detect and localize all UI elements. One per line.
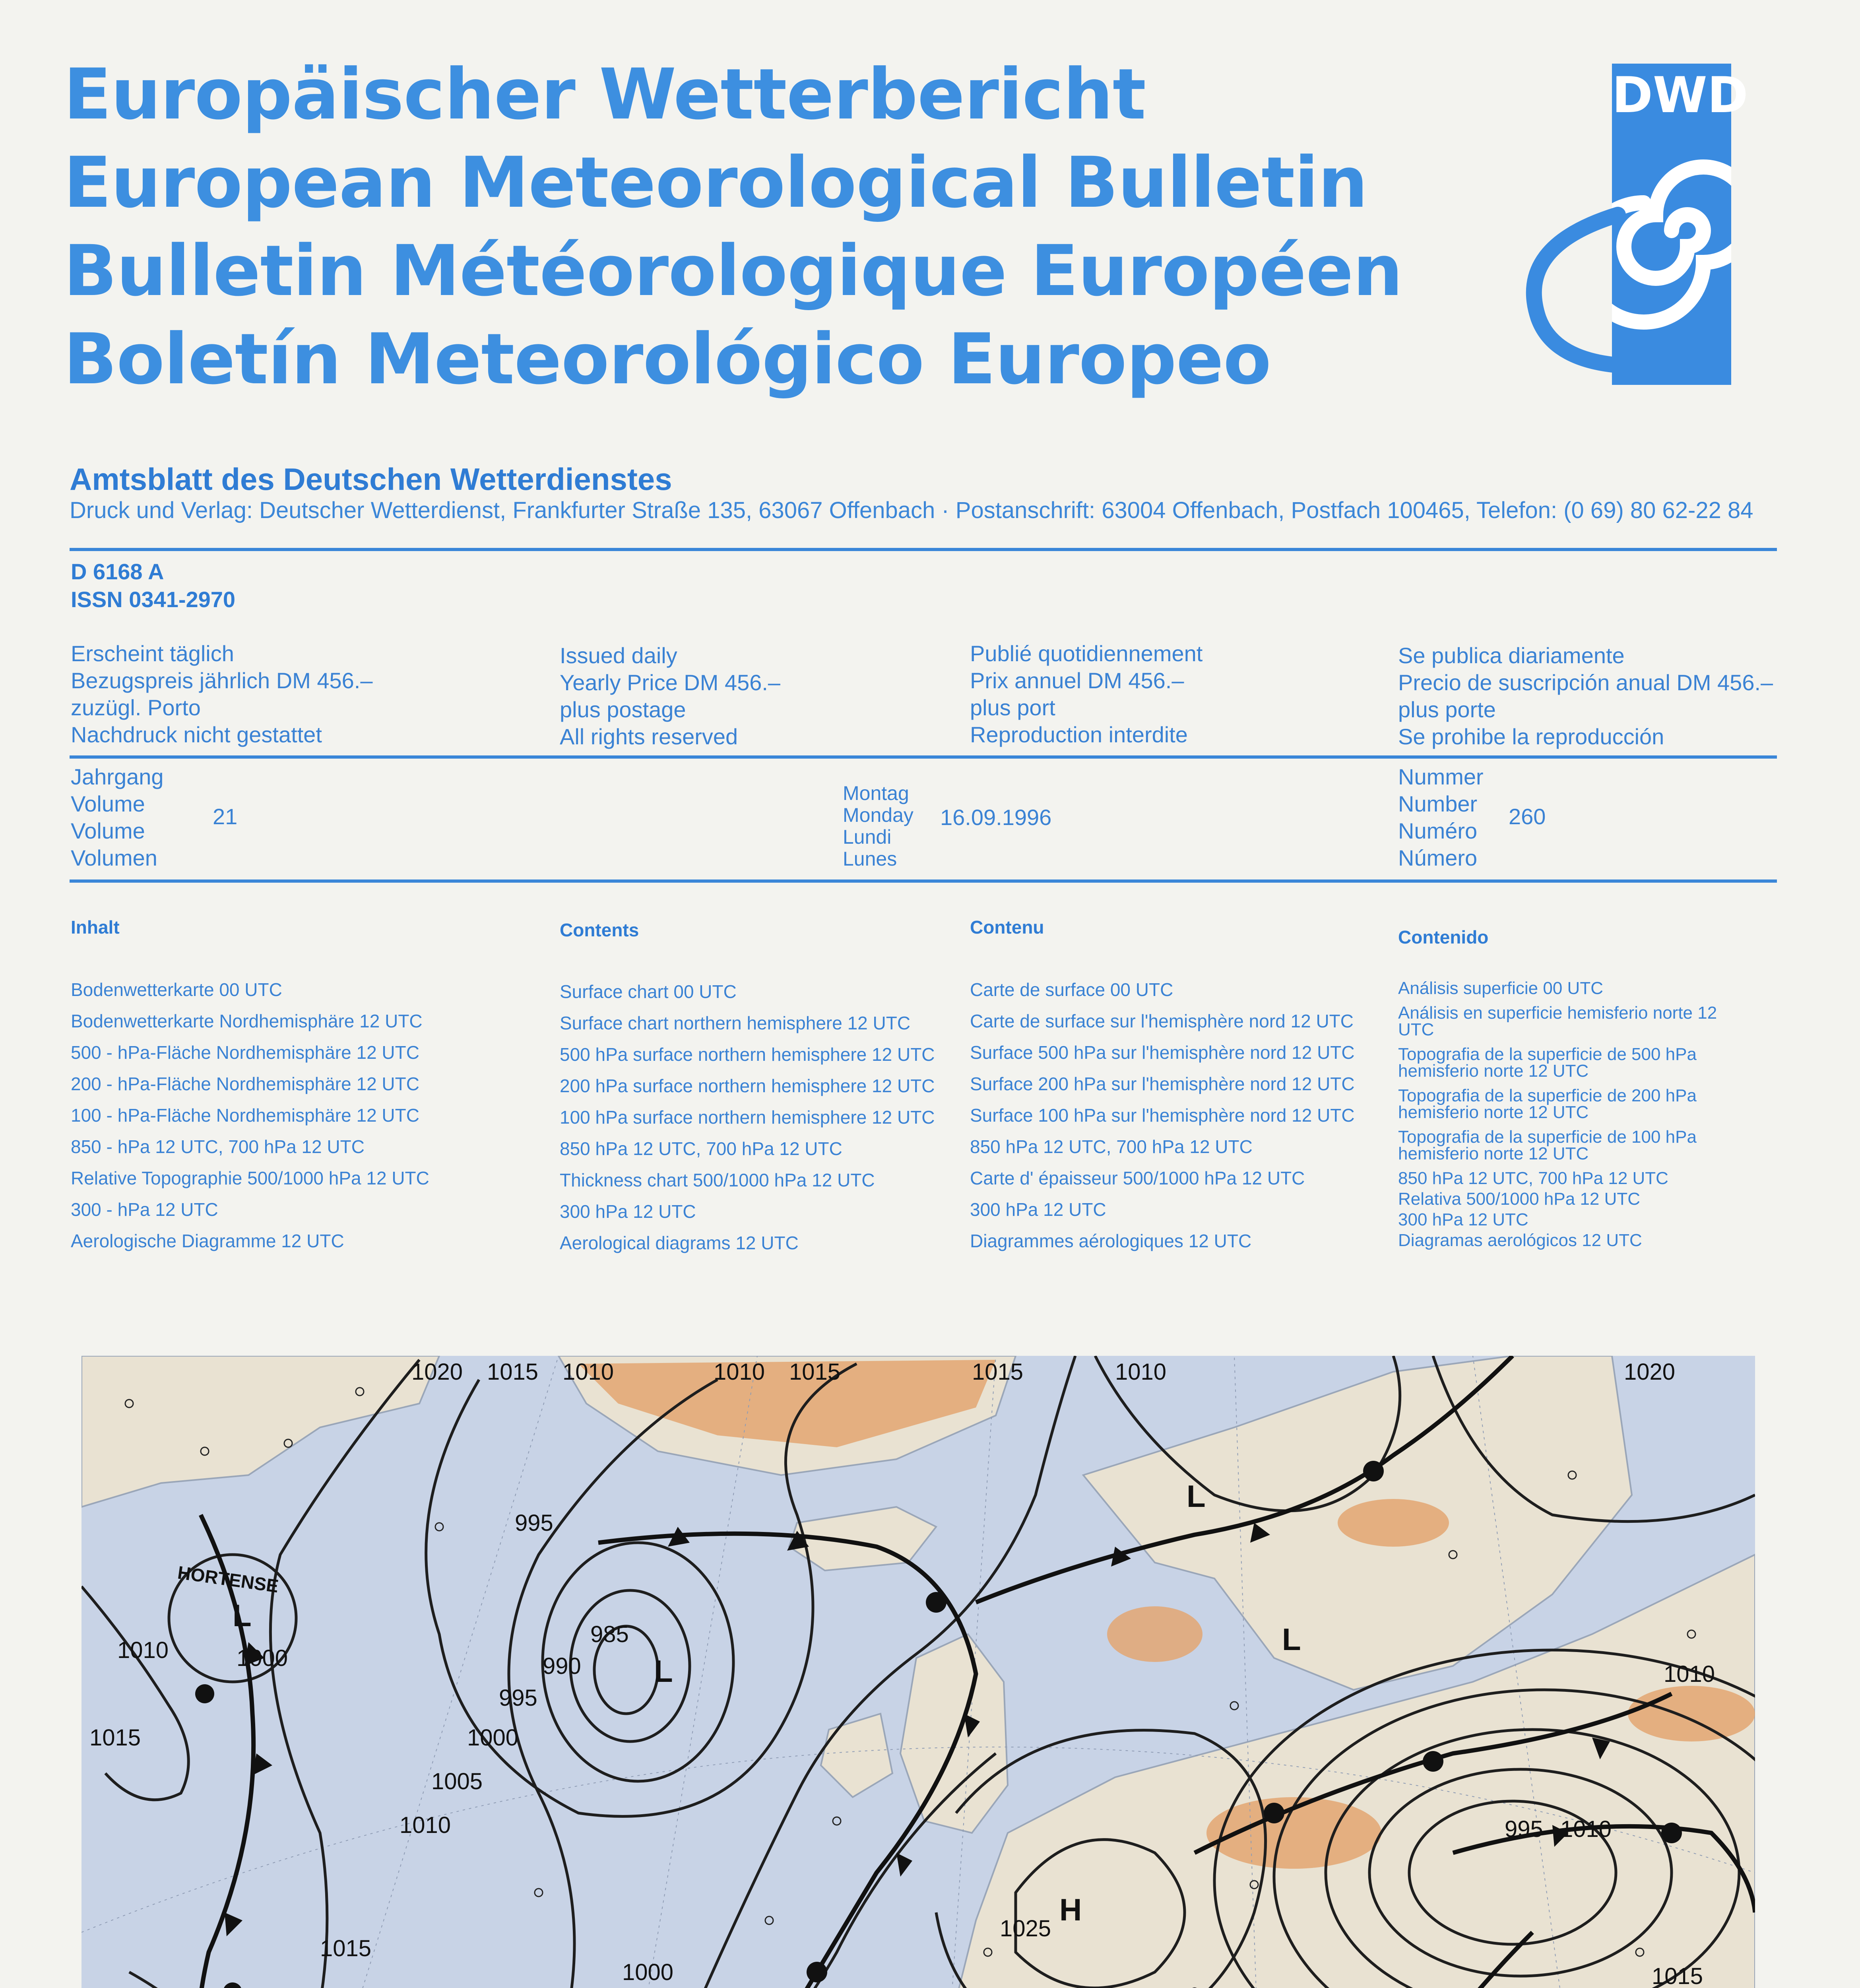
contents-item: Diagrammes aérologiques 12 UTC <box>970 1231 1252 1251</box>
contents-item: 100 - hPa-Fläche Nordhemisphäre 12 UTC <box>71 1105 419 1126</box>
isobar-label: 1010 <box>1560 1816 1612 1842</box>
info-line: zuzügl. Porto <box>71 695 201 720</box>
volume-label: Volumen <box>71 845 157 870</box>
contents-item: Aerological diagrams 12 UTC <box>560 1233 799 1253</box>
contents-item: Surface 200 hPa sur l'hemisphère nord 12 UTC <box>970 1074 1355 1094</box>
contents-item: 200 hPa surface northern hemisphere 12 UTC <box>560 1076 935 1096</box>
isobar-label: 1020 <box>411 1359 463 1385</box>
info-line: plus porte <box>1398 697 1496 722</box>
title-spanish: Boletín Meteorológico Europeo <box>64 318 1271 400</box>
info-line: Erscheint täglich <box>71 641 234 666</box>
info-line: Precio de suscripción anual DM 456.– <box>1398 670 1773 695</box>
contents-item: 500 hPa surface northern hemisphere 12 UTC <box>560 1044 935 1065</box>
isobar-label: 1000 <box>622 1959 674 1985</box>
contents-item: Surface chart 00 UTC <box>560 981 737 1002</box>
isobar-label: 1015 <box>487 1359 539 1385</box>
contents-item: Relativa 500/1000 hPa 12 UTC <box>1398 1189 1641 1209</box>
number-label: Nummer <box>1398 764 1484 789</box>
contents-item: 300 - hPa 12 UTC <box>71 1199 218 1220</box>
info-column-german <box>71 640 372 748</box>
contents-item: 850 - hPa 12 UTC, 700 hPa 12 UTC <box>71 1136 365 1157</box>
high-center-icon: H <box>1059 1892 1082 1927</box>
info-column-french <box>970 640 1203 748</box>
isobar-label: 1010 <box>400 1812 451 1838</box>
isobar-label: 995 <box>1505 1816 1543 1842</box>
isobar-label: 985 <box>590 1621 629 1647</box>
number-label: Numéro <box>1398 818 1478 843</box>
number-value: 260 <box>1509 804 1546 829</box>
contents-item: Carte de surface sur l'hemisphère nord 12 UTC <box>970 1011 1354 1031</box>
number-label: Number <box>1398 791 1478 816</box>
contents-item: Topografia de la superficie de 100 hPa hemisferio norte 12 UTC <box>1398 1127 1697 1163</box>
contents-item: 850 hPa 12 UTC, 700 hPa 12 UTC <box>1398 1169 1668 1188</box>
contents-item: Surface 500 hPa sur l'hemisphère nord 12 UTC <box>970 1042 1355 1063</box>
isobar-label: 1015 <box>789 1359 841 1385</box>
title-french: Bulletin Météorologique Européen <box>64 230 1402 312</box>
volume-label: Volume <box>71 791 145 816</box>
info-line: Se publica diariamente <box>1398 643 1625 668</box>
contents-item: 850 hPa 12 UTC, 700 hPa 12 UTC <box>560 1138 842 1159</box>
volume-label: Jahrgang <box>71 764 164 789</box>
title-german: Europäischer Wetterbericht <box>64 54 1146 135</box>
contents-item: 300 hPa 12 UTC <box>970 1199 1106 1220</box>
contents-item: Análisis superficie 00 UTC <box>1398 978 1603 998</box>
title-english: European Meteorological Bulletin <box>64 142 1368 223</box>
contents-heading-english: Contents <box>560 920 639 940</box>
publication-code: D 6168 A <box>71 559 164 584</box>
info-line: Se prohibe la reproducción <box>1398 724 1664 749</box>
day-labels <box>843 782 914 870</box>
storm-name-label: HORTENSE <box>176 1562 280 1597</box>
isobar-label: 1015 <box>972 1359 1024 1385</box>
isobar-label: 995 <box>515 1510 553 1536</box>
contents-item: Carte d' épaisseur 500/1000 hPa 12 UTC <box>970 1168 1305 1188</box>
contents-list-spanish <box>1398 980 1756 1249</box>
isobar-label: 1025 <box>1000 1916 1051 1941</box>
contents-item: 500 - hPa-Fläche Nordhemisphäre 12 UTC <box>71 1042 419 1063</box>
info-line: Reproduction interdite <box>970 722 1188 747</box>
contents-list-english <box>560 976 935 1259</box>
low-center-icon: L <box>233 1598 252 1633</box>
info-column-spanish <box>1398 642 1773 750</box>
isobar-label: 1000 <box>467 1725 519 1751</box>
info-line: Publié quotidiennement <box>970 641 1203 666</box>
divider <box>70 548 1777 551</box>
contents-item: Diagramas aerológicos 12 UTC <box>1398 1231 1642 1250</box>
isobar-label: 1010 <box>117 1637 169 1663</box>
info-column-english <box>560 642 780 750</box>
day-label: Monday <box>843 804 914 826</box>
divider <box>70 879 1777 883</box>
isobar-label: 1010 <box>1115 1359 1167 1385</box>
issue-date: 16.09.1996 <box>940 805 1052 830</box>
info-line: Yearly Price DM 456.– <box>560 670 781 695</box>
publisher: Amtsblatt des Deutschen Wetterdienstes <box>70 462 672 497</box>
issn: ISSN 0341-2970 <box>71 587 236 612</box>
info-line: Prix annuel DM 456.– <box>970 668 1184 693</box>
contents-item: Aerologische Diagramme 12 UTC <box>71 1231 344 1251</box>
imprint: Druck und Verlag: Deutscher Wetterdienst, Frankfurter Straße 135, 63067 Offenbach · Postanschrift: 63004 Offenbach, Postfach 100465, Telefon: (0 69) 80 62-22 84 <box>70 497 1753 523</box>
isobar-label: 1005 <box>431 1769 483 1794</box>
low-center-icon: L <box>654 1654 673 1689</box>
contents-item: Bodenwetterkarte 00 UTC <box>71 979 282 1000</box>
contents-item: 300 hPa 12 UTC <box>1398 1210 1528 1229</box>
contents-heading-french: Contenu <box>970 917 1044 938</box>
isobar-label: 990 <box>543 1653 581 1679</box>
contents-item: Análisis en superficie hemisferio norte 12 UTC <box>1398 1003 1717 1039</box>
contents-list-french <box>970 974 1355 1257</box>
contents-heading-german: Inhalt <box>71 917 120 938</box>
contents-item: Relative Topographie 500/1000 hPa 12 UTC <box>71 1168 429 1188</box>
info-line: Nachdruck nicht gestattet <box>71 722 322 747</box>
isobar-label: 1015 <box>89 1725 141 1751</box>
isobar-label: 1010 <box>714 1359 765 1385</box>
info-line: Issued daily <box>560 643 677 668</box>
contents-item: Topografia de la superficie de 200 hPa hemisferio norte 12 UTC <box>1398 1086 1697 1122</box>
isobar-label: 1010 <box>562 1359 614 1385</box>
contents-item: 300 hPa 12 UTC <box>560 1201 696 1222</box>
info-line: plus postage <box>560 697 686 722</box>
volume-labels <box>71 763 164 872</box>
contents-list-german <box>71 974 429 1257</box>
isobar-label: 1020 <box>1624 1359 1676 1385</box>
number-label: Número <box>1398 845 1478 870</box>
isobar-label: 1000 <box>237 1645 288 1671</box>
info-line: Bezugspreis jährlich DM 456.– <box>71 668 373 693</box>
volume-value: 21 <box>213 804 238 829</box>
isobar-label: 995 <box>499 1685 537 1711</box>
isobar-label: 1015 <box>1652 1963 1703 1988</box>
info-line: All rights reserved <box>560 724 738 749</box>
number-labels <box>1398 763 1484 872</box>
contents-item: Surface chart northern hemisphere 12 UTC <box>560 1013 911 1033</box>
info-line: plus port <box>970 695 1055 720</box>
volume-label: Volume <box>71 818 145 843</box>
divider <box>70 755 1777 759</box>
contents-item: Surface 100 hPa sur l'hemisphère nord 12 UTC <box>970 1105 1355 1126</box>
isobar-label: 1010 <box>1664 1661 1715 1687</box>
contents-heading-spanish: Contenido <box>1398 927 1489 947</box>
logo-swirl-icon <box>1511 199 1630 382</box>
contents-item: Thickness chart 500/1000 hPa 12 UTC <box>560 1170 875 1190</box>
contents-item: 200 - hPa-Fläche Nordhemisphäre 12 UTC <box>71 1074 419 1094</box>
isobar-label: 1015 <box>320 1936 372 1961</box>
day-label: Lundi <box>843 826 892 848</box>
contents-item: Bodenwetterkarte Nordhemisphäre 12 UTC <box>71 1011 423 1031</box>
contents-item: Topografia de la superficie de 500 hPa hemisferio norte 12 UTC <box>1398 1044 1697 1081</box>
low-center-icon: L <box>1187 1479 1206 1514</box>
day-label: Montag <box>843 782 909 804</box>
contents-item: 850 hPa 12 UTC, 700 hPa 12 UTC <box>970 1136 1253 1157</box>
surface-weather-map <box>81 1356 1755 1988</box>
logo-text: DWD <box>1612 67 1748 124</box>
contents-item: Carte de surface 00 UTC <box>970 979 1173 1000</box>
day-label: Lunes <box>843 848 897 870</box>
low-center-icon: L <box>1282 1622 1301 1657</box>
contents-item: 100 hPa surface northern hemisphere 12 UTC <box>560 1107 935 1128</box>
